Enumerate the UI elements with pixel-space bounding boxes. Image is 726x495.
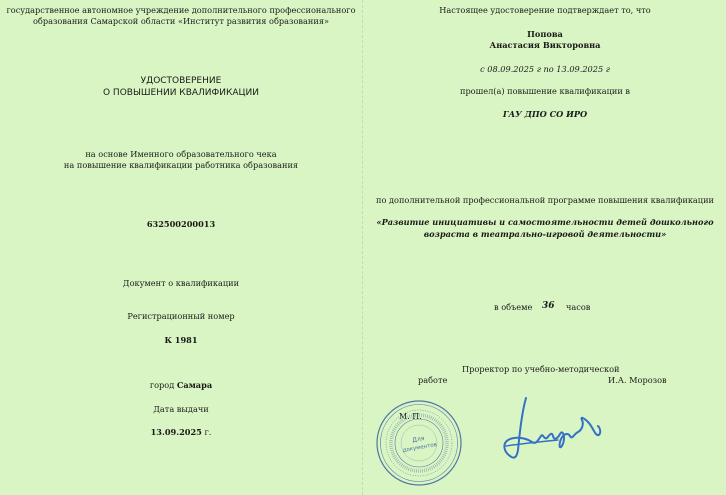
- basis-line1: на основе Именного образовательного чека: [85, 149, 277, 159]
- city-name: Самара: [176, 380, 213, 390]
- training-period: с 08.09.2025 г по 13.09.2025 г: [480, 64, 610, 74]
- signer-name: И.А. Морозов: [608, 375, 667, 385]
- seal-mark: М. П.: [399, 412, 422, 421]
- city-line: [0, 380, 362, 391]
- center-fold-line: [362, 0, 363, 495]
- institution-name: ГАУ ДПО СО ИРО: [502, 109, 588, 119]
- volume-prefix: в объеме: [494, 302, 533, 312]
- issuer-org-line1: государственное автономное учреждение дополнительного профессионального: [6, 5, 356, 15]
- confirm-text: Настоящее удостоверение подтверждает то, что: [439, 5, 651, 15]
- issue-date-line: [0, 427, 362, 438]
- document-caption: Документ о квалификации: [122, 278, 240, 288]
- program-name-line2: возраста в театрально-игровой деятельности»: [423, 229, 667, 239]
- signer-title-line2: работе: [418, 375, 448, 385]
- doc-title-line1: УДОСТОВЕРЕНИЕ: [140, 76, 222, 86]
- issue-date: 13.09.2025: [150, 427, 202, 437]
- program-caption: по дополнительной профессиональной программе повышения квалификации: [375, 195, 714, 205]
- document-number: 632500200013: [146, 219, 216, 229]
- signature-icon: [498, 394, 614, 466]
- stamp-text-line2: документов: [402, 441, 438, 454]
- issue-date-caption: Дата выдачи: [153, 404, 209, 414]
- volume-hours: 36: [542, 301, 555, 311]
- passed-text: прошел(а) повышение квалификации в: [459, 86, 630, 96]
- issuer-org-line2: образования Самарской области «Институт развития образования»: [32, 16, 329, 26]
- volume-unit: часов: [566, 302, 591, 312]
- signer-title-line1: Проректор по учебно-методической: [462, 364, 620, 374]
- holder-surname: Попова: [527, 29, 563, 39]
- doc-title-line2: О ПОВЫШЕНИИ КВАЛИФИКАЦИИ: [102, 88, 259, 98]
- stamp-text-line1: Для: [411, 435, 425, 445]
- basis-line2: на повышение квалификации работника образования: [63, 160, 299, 170]
- holder-given-names: Анастасия Викторовна: [489, 40, 601, 50]
- city-label: город: [149, 380, 175, 390]
- program-name-line1: «Развитие инициативы и самостоятельности детей дошкольного: [376, 217, 714, 227]
- issue-date-suffix: г.: [204, 427, 212, 437]
- reg-number: К 1981: [164, 335, 198, 345]
- handwritten-signature: [498, 394, 614, 466]
- reg-number-caption: Регистрационный номер: [127, 311, 235, 321]
